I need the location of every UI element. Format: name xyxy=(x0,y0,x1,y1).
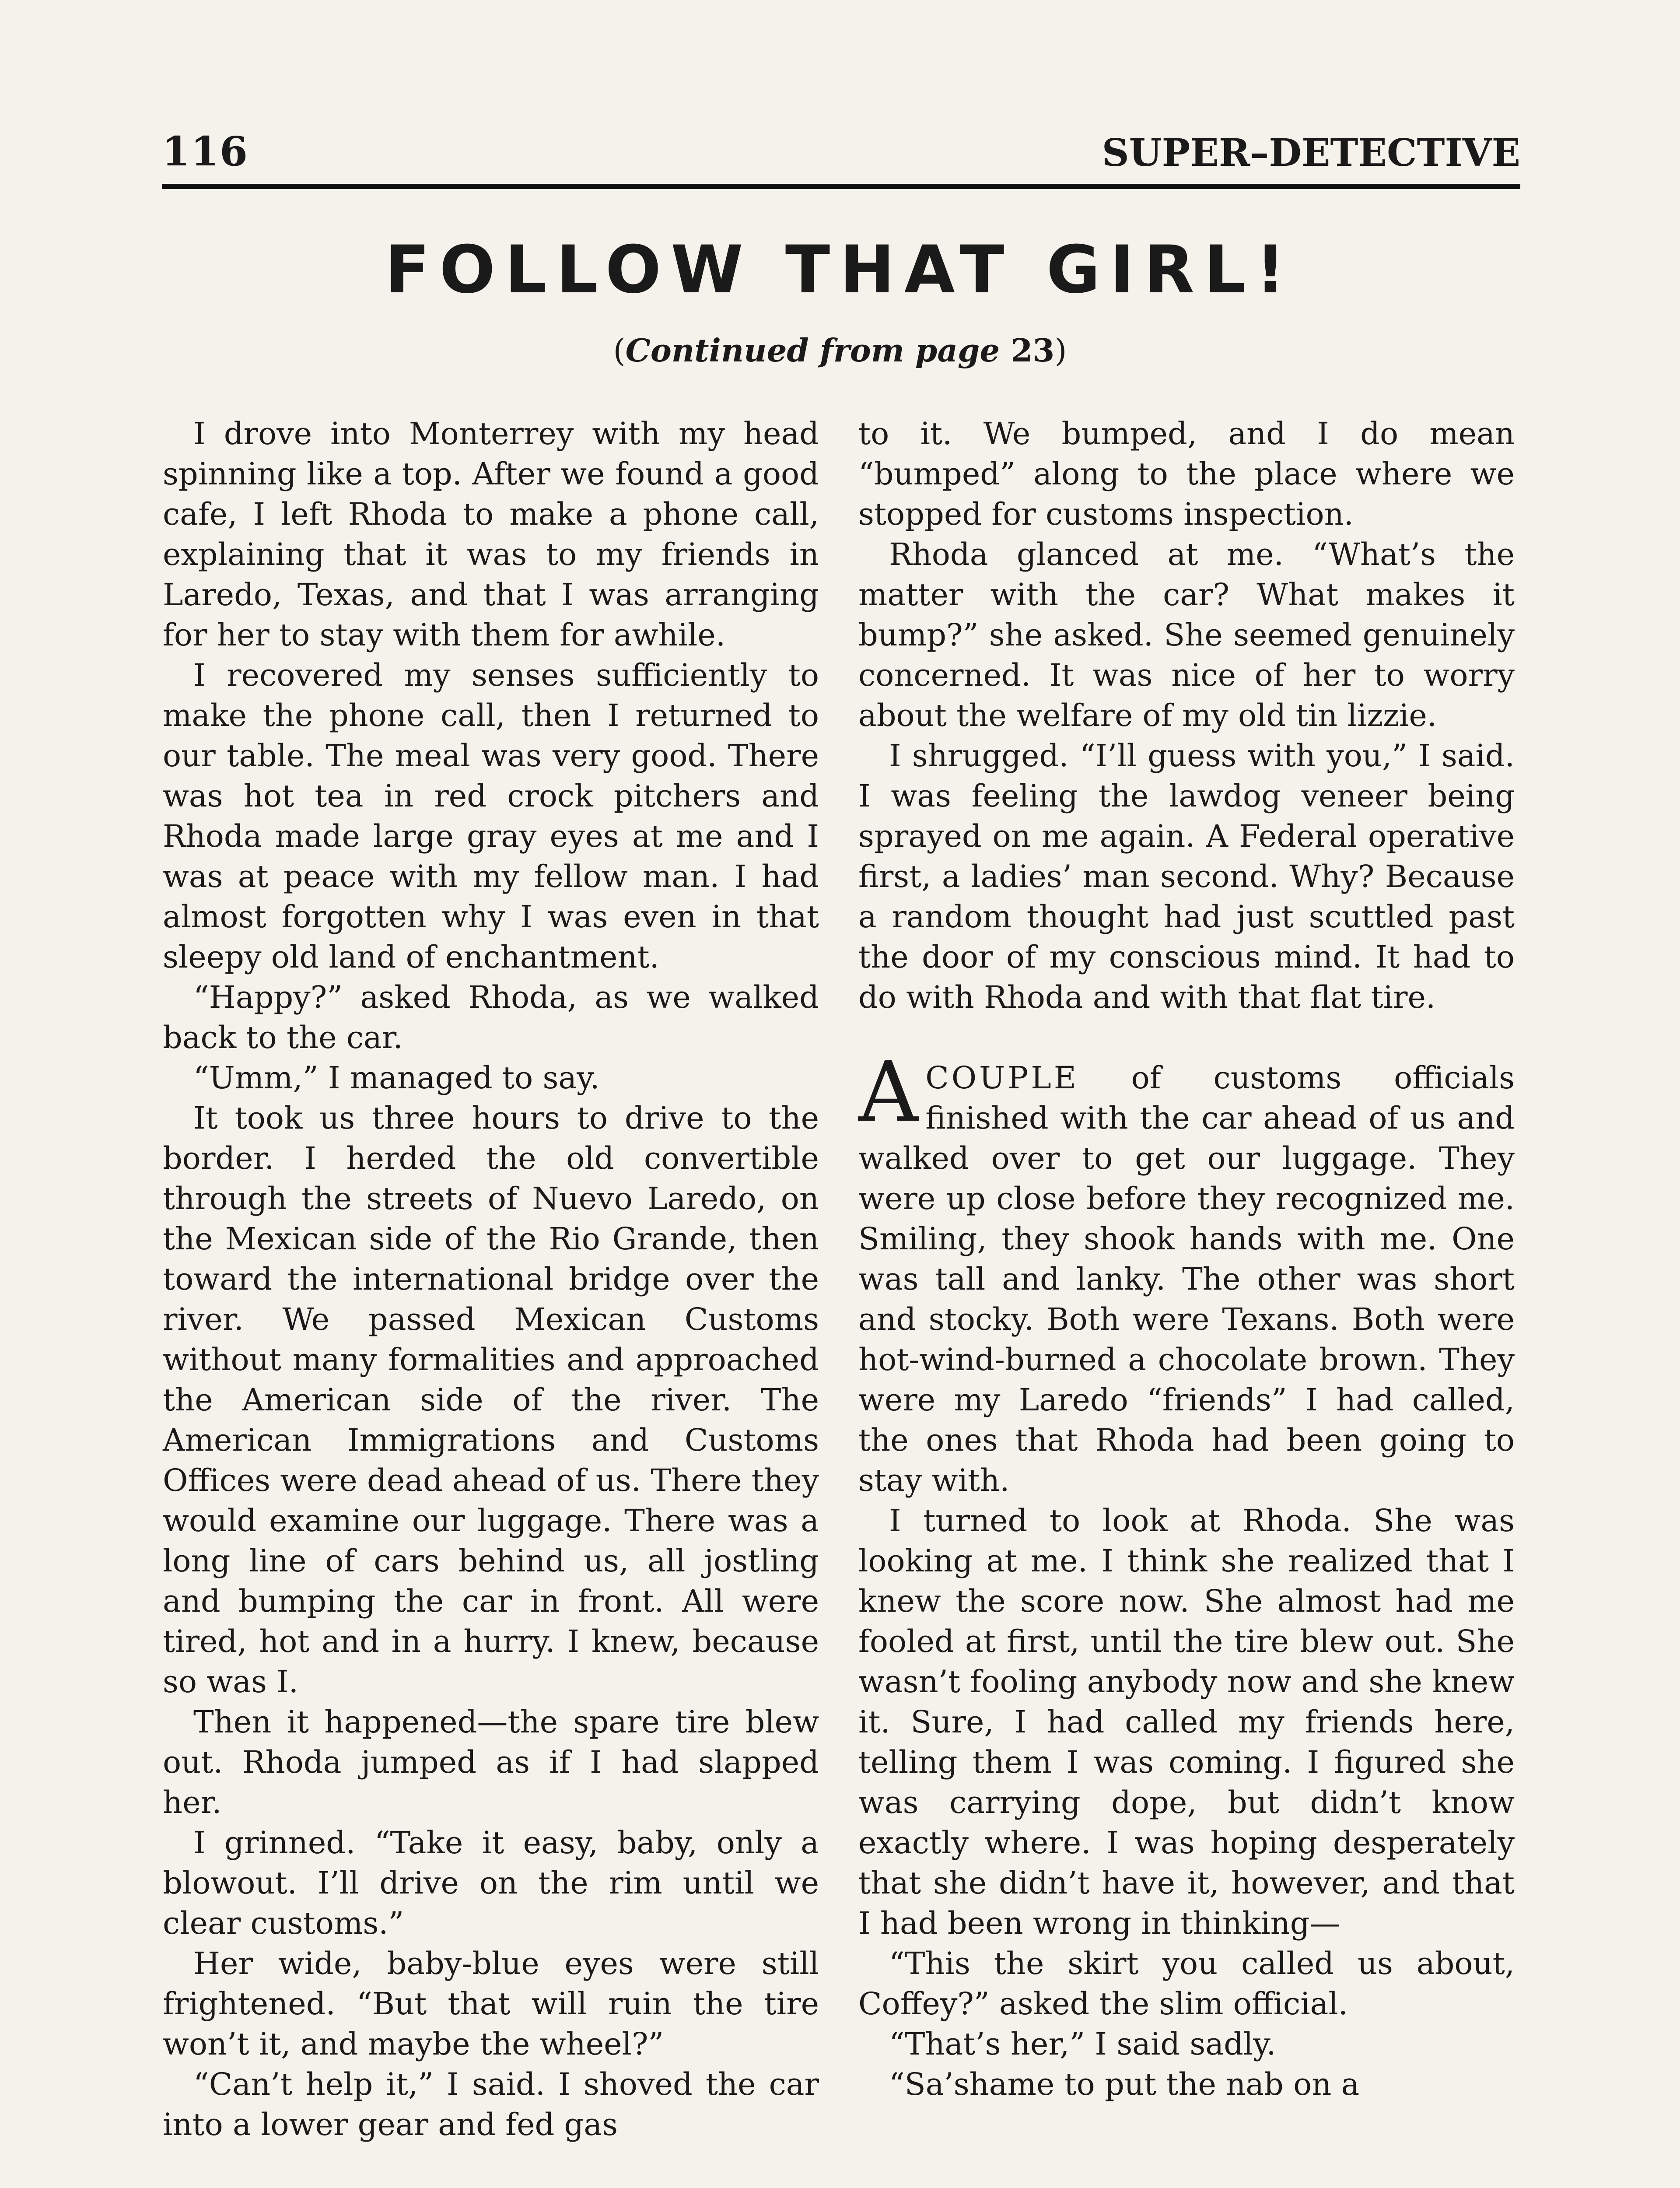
section-opening-text: of customs officials finished with the car ahead of us and walked over to get our luggage. They were up close before they recognized me. Smiling, they shook hands with me. One was tall and lanky. The other was short and stocky. Both were Texans. Both were hot-wind-burned a chocolate brown. They were my Laredo “friends” I had called, the ones that Rhoda had been going to stay with. xyxy=(858,1060,1515,1498)
magazine-name: SUPER–DETECTIVE xyxy=(1102,131,1520,175)
continued-note xyxy=(0,332,1680,369)
section-opening-paragraph xyxy=(858,1044,1515,1501)
continued-label: Continued from page xyxy=(625,332,1000,369)
running-header xyxy=(162,127,1520,189)
drop-cap: A xyxy=(858,1044,919,1140)
paragraph: Rhoda glanced at me. “What’s the matter with the car? What makes it bump?” she asked. She seemed genuinely concerned. It was nice of her to worry about the welfare of my old tin lizzie. xyxy=(858,536,1515,733)
paragraph: “Happy?” asked Rhoda, as we walked back to the car. xyxy=(163,979,819,1055)
paragraph-continuation: to it. We bumped, and I do mean “bumped” along to the place where we stopped for customs inspection. xyxy=(858,416,1515,532)
paragraph: I turned to look at Rhoda. She was looking at me. I think she realized that I knew the score now. She almost had me fooled at first, until the tire blew out. She wasn’t fooling anybody now and she knew it. Sure, I had called my friends here, telling them I was coming. I figured she was carrying dope, but didn’t know exactly where. I was hoping desperately that she didn’t have it, however, and that I had been wrong in thinking— xyxy=(858,1503,1515,1941)
paragraph: “That’s her,” I said sadly. xyxy=(889,2026,1276,2062)
left-text-column xyxy=(163,414,819,2145)
paragraph: I recovered my senses sufficiently to make the phone call, then I returned to our table. The meal was very good. There was hot tea in red crock pitchers and Rhoda made large gray eyes at me and I was at peace with my fellow man. I had almost forgotten why I was even in that sleepy old land of enchantment. xyxy=(163,657,819,975)
paragraph: “Umm,” I managed to say. xyxy=(193,1060,600,1096)
continued-close-paren: ) xyxy=(1054,332,1067,369)
right-text-column xyxy=(858,414,1515,2104)
lead-in-word: COUPLE xyxy=(925,1060,1079,1096)
paragraph: “Sa’shame to put the nab on a xyxy=(889,2066,1360,2102)
paragraph: It took us three hours to drive to the border. I herded the old convertible through the streets of Nuevo Laredo, on the Mexican side of the Rio Grande, then toward the international bridge over the river. We passed Mexican Customs without many formalities and approached the American side of the river. The American Immigrations and Customs Offices were dead ahead of us. There they would examine our luggage. There was a long line of cars behind us, all jostling and bumping the car in front. All were tired, hot and in a hurry. I knew, because so was I. xyxy=(163,1100,819,1700)
paragraph: I shrugged. “I’ll guess with you,” I said. I was feeling the lawdog veneer being sprayed on me again. A Federal operative first, a ladies’ man second. Why? Because a random thought had just scuttled past the door of my conscious mind. It had to do with Rhoda and with that flat tire. xyxy=(858,738,1515,1015)
paragraph: Then it happened—the spare tire blew out. Rhoda jumped as if I had slapped her. xyxy=(163,1704,819,1820)
continued-open-paren: ( xyxy=(613,332,626,369)
story-title: FOLLOW THAT GIRL! xyxy=(385,232,1295,308)
paragraph: I drove into Monterrey with my head spinning like a top. After we found a good cafe, I left Rhoda to make a phone call, explaining that it was to my friends in Laredo, Texas, and that I was arranging for her to stay with them for awhile. xyxy=(163,416,819,653)
paragraph: I grinned. “Take it easy, baby, only a blowout. I’ll drive on the rim until we clear customs.” xyxy=(163,1825,819,1941)
paragraph: Her wide, baby-blue eyes were still frightened. “But that will ruin the tire won’t it, and maybe the wheel?” xyxy=(163,1946,819,2062)
paragraph: “This the skirt you called us about, Coffey?” asked the slim official. xyxy=(858,1946,1515,2022)
paragraph: “Can’t help it,” I said. I shoved the car into a lower gear and fed gas xyxy=(163,2066,819,2142)
page-number: 116 xyxy=(162,128,249,175)
continued-page-number: 23 xyxy=(1000,332,1055,369)
